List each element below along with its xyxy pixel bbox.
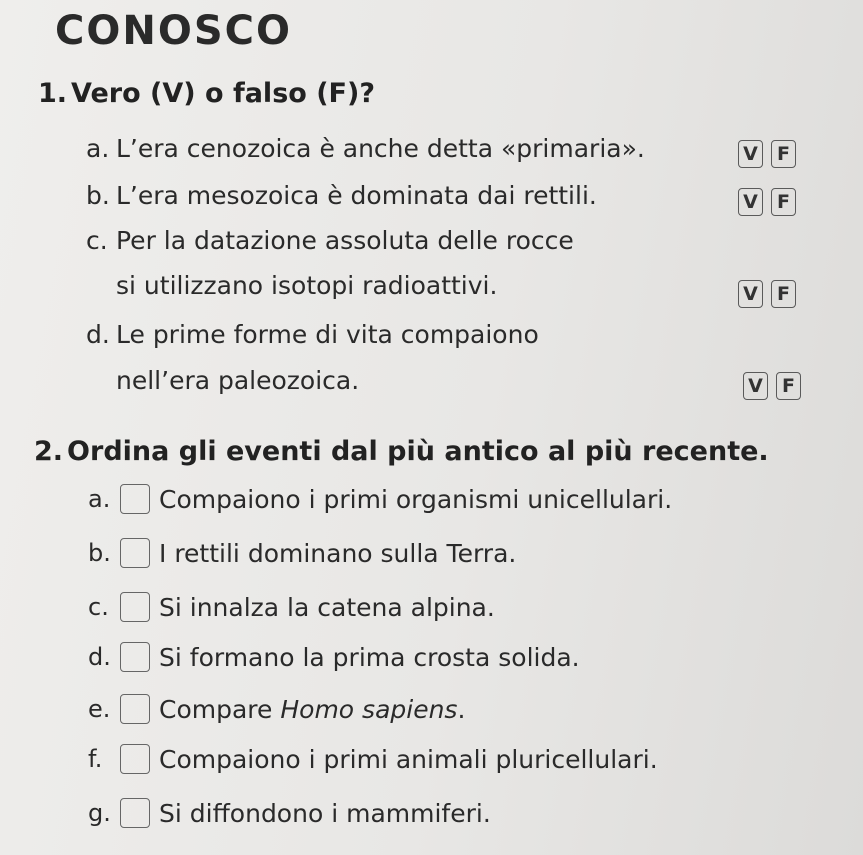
order-checkbox-d[interactable] (120, 642, 150, 672)
order-checkbox-b[interactable] (120, 538, 150, 568)
tf-choice-a (738, 140, 796, 168)
order-item-letter: a. (88, 485, 111, 513)
order-checkbox-a[interactable] (120, 484, 150, 514)
order-item-text: Si innalza la catena alpina. (159, 592, 495, 622)
exercise-2-title: Ordina gli eventi dal più antico al più recente. (67, 436, 769, 467)
tf-item-d (86, 320, 539, 349)
order-item-text: I rettili dominano sulla Terra. (159, 538, 517, 568)
exercise-1-title: Vero (V) o falso (F)? (71, 78, 375, 109)
order-item-letter: f. (88, 745, 103, 773)
false-box-d[interactable]: F (776, 372, 801, 400)
order-item-b (88, 538, 516, 568)
tf-item-a (86, 134, 645, 163)
tf-item-text: L’era cenozoica è anche detta «primaria». (116, 134, 645, 163)
false-box-b[interactable]: F (771, 188, 796, 216)
order-item-letter: b. (88, 539, 111, 567)
false-box-c[interactable]: F (771, 280, 796, 308)
true-box-c[interactable]: V (738, 280, 763, 308)
order-item-e (88, 694, 465, 724)
true-box-b[interactable]: V (738, 188, 763, 216)
order-checkbox-e[interactable] (120, 694, 150, 724)
order-item-text: Si formano la prima crosta solida. (159, 642, 580, 672)
tf-item-text: Le prime forme di vita compaiono (116, 320, 539, 349)
order-item-letter: e. (88, 695, 111, 723)
exercise-1-number: 1. (38, 78, 68, 109)
order-item-g (88, 798, 491, 828)
order-checkbox-c[interactable] (120, 592, 150, 622)
order-item-f (88, 744, 658, 774)
tf-item-d-cont (116, 366, 359, 395)
tf-item-letter: d. (86, 320, 110, 349)
exercise-2-heading (34, 436, 769, 467)
tf-item-text: L’era mesozoica è dominata dai rettili. (116, 181, 597, 210)
order-item-letter: g. (88, 799, 111, 827)
order-item-letter: c. (88, 593, 109, 621)
true-box-a[interactable]: V (738, 140, 763, 168)
order-checkbox-f[interactable] (120, 744, 150, 774)
tf-item-text: nell’era paleozoica. (116, 366, 360, 395)
order-item-text: Compaiono i primi animali pluricellulari. (159, 744, 658, 774)
species-name: Homo sapiens (280, 694, 458, 724)
tf-item-letter: c. (86, 226, 108, 255)
order-item-text-part: . (457, 694, 466, 724)
order-item-text: Si diffondono i mammiferi. (159, 798, 491, 828)
tf-choice-c (738, 280, 796, 308)
tf-choice-b (738, 188, 796, 216)
order-item-c (88, 592, 495, 622)
tf-item-c (86, 226, 574, 255)
tf-item-c-cont (116, 271, 497, 300)
order-item-letter: d. (88, 643, 111, 671)
section-title: CONOSCO (55, 8, 293, 54)
exercise-2-number: 2. (34, 436, 64, 467)
false-box-a[interactable]: F (771, 140, 796, 168)
tf-item-letter: a. (86, 134, 110, 163)
exercise-1-heading (38, 78, 375, 109)
order-item-text (159, 695, 465, 724)
tf-item-text: Per la datazione assoluta delle rocce (116, 226, 574, 255)
order-item-text-part: Compare (159, 694, 281, 724)
order-item-d (88, 642, 580, 672)
order-item-a (88, 484, 672, 514)
tf-item-text: si utilizzano isotopi radioattivi. (116, 271, 498, 300)
tf-item-b (86, 181, 597, 210)
tf-choice-d (743, 372, 801, 400)
tf-item-letter: b. (86, 181, 110, 210)
true-box-d[interactable]: V (743, 372, 768, 400)
order-checkbox-g[interactable] (120, 798, 150, 828)
order-item-text: Compaiono i primi organismi unicellulari. (159, 484, 673, 514)
